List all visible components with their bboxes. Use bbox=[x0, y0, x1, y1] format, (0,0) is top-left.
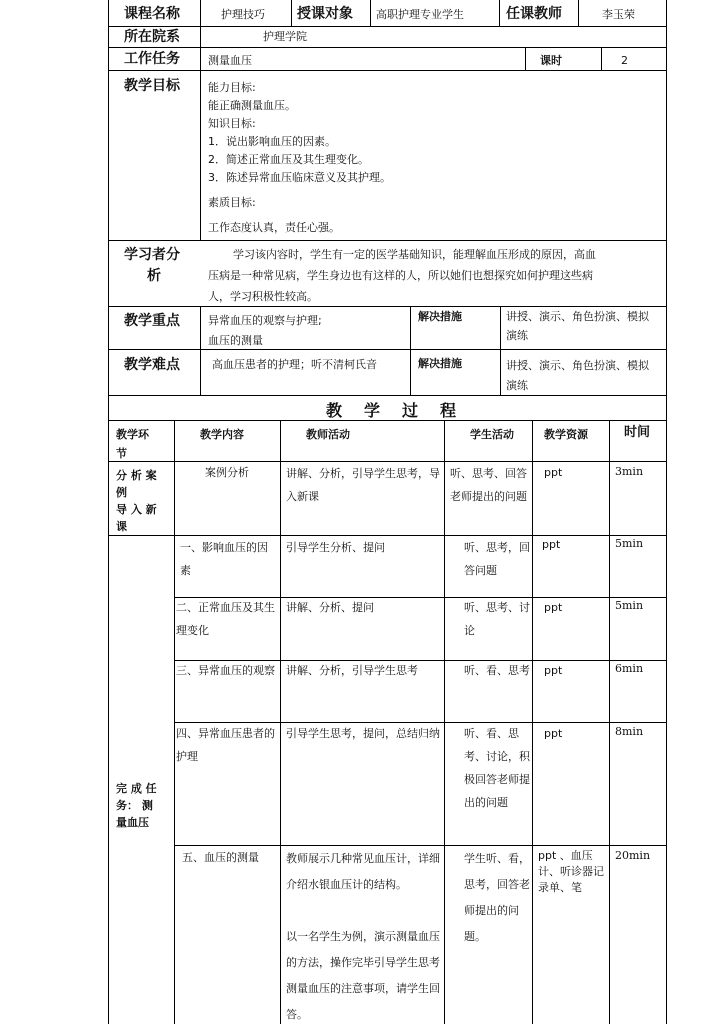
header-student: 学生活动 bbox=[470, 428, 514, 441]
header-stage: 教学环 bbox=[116, 428, 149, 441]
stage-intro-line: 课 bbox=[116, 520, 127, 533]
department-value: 护理学院 bbox=[263, 30, 307, 43]
header-resource: 教学资源 bbox=[544, 428, 588, 441]
department-label: 所在院系 bbox=[124, 29, 180, 45]
course-name-value: 护理技巧 bbox=[221, 8, 265, 21]
row-student: 听、看、思考 bbox=[464, 664, 530, 677]
key-point-line: 血压的测量 bbox=[208, 334, 263, 347]
stage-task bbox=[116, 780, 157, 831]
learner-label: 学习者分 bbox=[124, 247, 180, 263]
row-teacher: 引导学生思考，提问，总结归纳 bbox=[286, 727, 440, 740]
learner-label-2: 析 bbox=[147, 268, 161, 284]
task-label: 工作任务 bbox=[124, 51, 180, 67]
row-student: 学生听、看，思考，回答老师提出的问题。 bbox=[464, 852, 530, 943]
key-points-label: 教学重点 bbox=[124, 313, 180, 329]
row-time: 5min bbox=[615, 599, 644, 612]
header-teacher: 教师活动 bbox=[306, 428, 350, 441]
row-teacher: 讲解、分析，引导学生思考 bbox=[286, 664, 418, 677]
row-resource: ppt bbox=[544, 664, 563, 677]
learner-line: 学习该内容时，学生有一定的医学基础知识，能理解血压形成的原因，高血 bbox=[233, 248, 596, 261]
stage-task-line: 量血压 bbox=[116, 816, 149, 829]
row-student: 听、看、思考、讨论，积极回答老师提出的问题 bbox=[464, 727, 530, 809]
row-teacher: 教师展示几种常见血压计，详细介绍水银血压计的结构。 bbox=[286, 852, 440, 891]
goal-line: 2．简述正常血压及其生理变化。 bbox=[208, 153, 369, 166]
row-student: 听、思考、讨论 bbox=[464, 601, 530, 637]
task-value: 测量血压 bbox=[208, 54, 252, 67]
row-resource: ppt bbox=[542, 538, 561, 551]
row-teacher: 讲解、分析，引导学生思考，导入新课 bbox=[286, 467, 440, 503]
row-content: 二、正常血压及其生理变化 bbox=[176, 601, 275, 637]
key-measure-line: 讲授、演示、角色扮演、模拟 bbox=[506, 310, 649, 323]
row-time: 5min bbox=[615, 537, 644, 550]
stage-task-line: 完 成 任 bbox=[116, 782, 157, 795]
diff-measure-line: 讲授、演示、角色扮演、模拟 bbox=[506, 359, 649, 372]
target-label: 授课对象 bbox=[297, 6, 353, 22]
difficulties-label: 教学难点 bbox=[124, 357, 180, 373]
row-content: 五、血压的测量 bbox=[182, 851, 259, 864]
row-time: 8min bbox=[615, 725, 644, 738]
row-content: 案例分析 bbox=[205, 466, 249, 479]
row-time: 3min bbox=[615, 465, 644, 478]
header-time: 时间 bbox=[624, 425, 651, 440]
goal-line: 素质目标: bbox=[208, 196, 256, 209]
row-content: 一、影响血压的因素 bbox=[180, 541, 268, 577]
goal-line: 能力目标: bbox=[208, 81, 256, 94]
key-point-line: 异常血压的观察与护理; bbox=[208, 314, 322, 327]
row-teacher-2: 以一名学生为例，演示测量血压的方法，操作完毕引导学生思考测量血压的注意事项，请学生回答。 bbox=[286, 930, 440, 1021]
goals-label: 教学目标 bbox=[124, 78, 180, 94]
stage-intro bbox=[116, 467, 157, 535]
stage-task-line: 务： 测 bbox=[116, 799, 153, 812]
diff-measure-label: 解决措施 bbox=[418, 357, 462, 370]
diff-measure-line: 演练 bbox=[506, 379, 528, 392]
key-measure-line: 演练 bbox=[506, 329, 528, 342]
stage-intro-line: 分 析 案 bbox=[116, 469, 157, 482]
goal-line: 工作态度认真，责任心强。 bbox=[208, 221, 340, 234]
row-resource: ppt bbox=[544, 601, 563, 614]
goal-line: 3．陈述异常血压临床意义及其护理。 bbox=[208, 171, 391, 184]
teacher-label: 任课教师 bbox=[506, 6, 562, 22]
learner-line: 人，学习积极性较高。 bbox=[208, 290, 318, 303]
course-name-label: 课程名称 bbox=[124, 6, 180, 22]
row-resource: ppt bbox=[544, 466, 563, 479]
row-resource: ppt 、血压计、听诊器记录单、笔 bbox=[538, 849, 604, 894]
header-stage-2: 节 bbox=[116, 447, 127, 460]
row-student: 听、思考，回答问题 bbox=[464, 541, 530, 577]
process-title: 教学过程 bbox=[326, 401, 479, 420]
hours-value: 2 bbox=[621, 54, 628, 67]
difficulties-text: 高血压患者的护理；听不清柯氏音 bbox=[212, 358, 377, 371]
teacher-value: 李玉荣 bbox=[602, 8, 635, 21]
row-teacher: 引导学生分析、提问 bbox=[286, 541, 385, 554]
row-content: 四、异常血压患者的护理 bbox=[176, 727, 275, 763]
key-measure-label: 解决措施 bbox=[418, 310, 462, 323]
row-resource: ppt bbox=[544, 727, 563, 740]
row-time: 20min bbox=[615, 849, 651, 862]
goal-line: 能正确测量血压。 bbox=[208, 99, 296, 112]
row-content: 三、异常血压的观察 bbox=[176, 664, 275, 677]
goal-line: 知识目标: bbox=[208, 117, 256, 130]
target-value: 高职护理专业学生 bbox=[376, 8, 464, 21]
hours-label: 课时 bbox=[540, 54, 562, 67]
stage-intro-line: 例 bbox=[116, 486, 127, 499]
goal-line: 1．说出影响血压的因素。 bbox=[208, 135, 336, 148]
row-time: 6min bbox=[615, 662, 644, 675]
row-student: 听、思考、回答老师提出的问题 bbox=[450, 467, 527, 503]
row-teacher: 讲解、分析、提问 bbox=[286, 601, 374, 614]
stage-intro-line: 导 入 新 bbox=[116, 503, 157, 516]
header-content: 教学内容 bbox=[200, 428, 244, 441]
learner-line: 压病是一种常见病，学生身边也有这样的人，所以她们也想探究如何护理这些病 bbox=[208, 269, 593, 282]
